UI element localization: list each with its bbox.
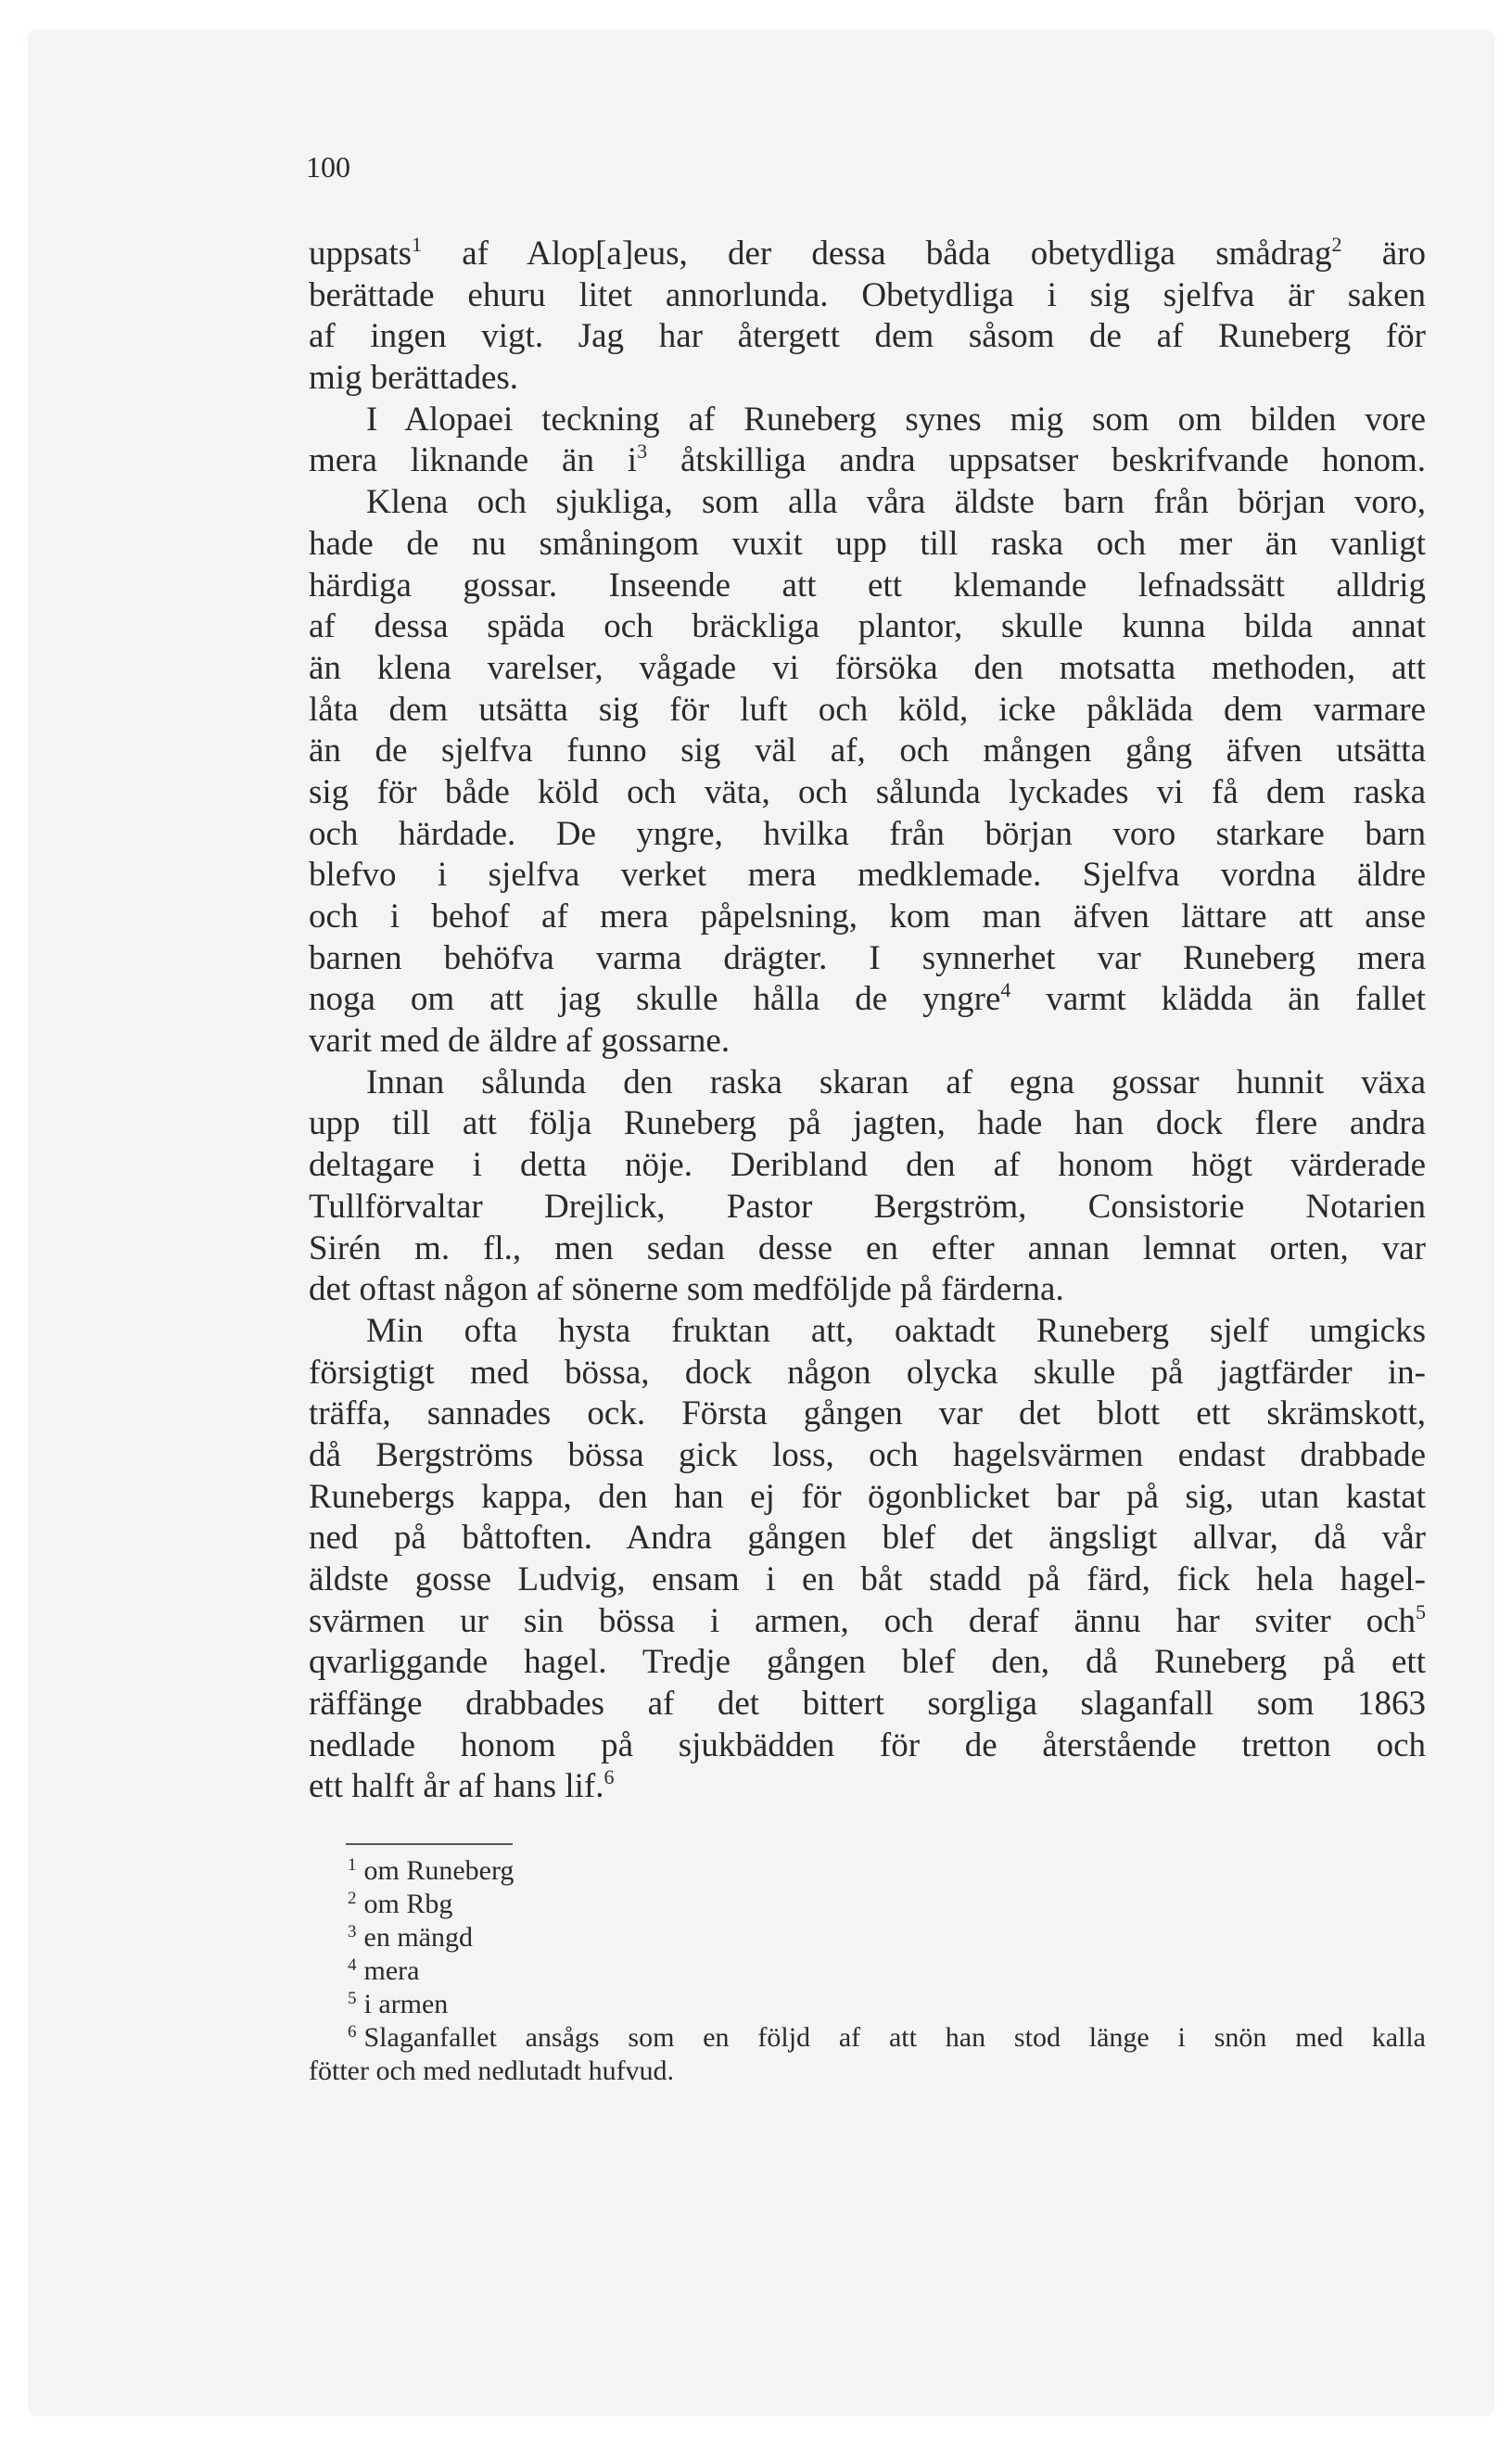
text-line: barnen behöfva varma drägter. I synnerhet var Runeberg mera <box>309 938 1426 977</box>
footnote-reference[interactable]: 6 <box>604 1765 615 1789</box>
footnote-text: mera <box>363 1955 420 1986</box>
text-line: Runebergs kappa, den han ej för ögonblicket bar på sig, utan kastat <box>309 1477 1426 1516</box>
text-line <box>309 234 1426 275</box>
text-line: I Alopaei teckning af Runeberg synes mig som om bilden vore <box>366 400 1426 439</box>
footnote-reference[interactable]: 5 <box>1416 1599 1426 1623</box>
text-line: Klena och sjukliga, som alla våra äldste barn från början voro, <box>366 483 1426 522</box>
footnote <box>309 1954 1426 1988</box>
text-line: deltagare i detta nöje. Deribland den af honom högt värderade <box>309 1146 1426 1185</box>
footnote-text: om Runeberg <box>363 1855 515 1886</box>
text-line <box>309 440 1426 482</box>
footnote <box>309 1854 1426 1888</box>
text-line: varit med de äldre af gossarne. <box>309 1022 731 1061</box>
footnote <box>309 2055 1426 2088</box>
text-line: mig berättades. <box>309 359 519 398</box>
text-line: och härdade. De yngre, hvilka från början voro starkare barn <box>309 814 1426 853</box>
footnote-reference[interactable]: 1 <box>412 233 422 256</box>
footnote-marker: 6 <box>348 2022 357 2042</box>
text-line: då Bergströms bössa gick loss, och hagelsvärmen endast drabbade <box>309 1435 1426 1474</box>
text-segment: noga om att jag skulle hålla de yngre <box>309 980 1001 1019</box>
text-line: sig för både köld och väta, och sålunda lyckades vi få dem raska <box>309 772 1426 811</box>
text-line: Sirén m. fl., men sedan desse en efter annan lemnat orten, var <box>309 1228 1426 1267</box>
text-segment: åtskilliga andra uppsatser beskrifvande honom. <box>647 441 1426 480</box>
footnote-divider <box>346 1843 513 1845</box>
footnote-marker: 5 <box>348 1989 357 2008</box>
text-line <box>309 1766 1426 1808</box>
text-segment: mera liknande än i <box>309 441 638 480</box>
scanned-page <box>28 30 1494 2416</box>
footnote-text: en mängd <box>363 1922 473 1953</box>
footnote <box>309 1988 1426 2021</box>
footnote-marker: 3 <box>348 1922 357 1941</box>
text-segment: af Alop[a]eus, der dessa båda obetydliga smådrag <box>422 235 1332 273</box>
text-line <box>309 1601 1426 1643</box>
footnote-reference[interactable]: 2 <box>1331 233 1342 256</box>
footnote-marker: 4 <box>348 1955 357 1975</box>
text-line: hade de nu småningom vuxit upp till raska och mer än vanligt <box>309 524 1426 563</box>
footnote <box>309 1921 1426 1954</box>
text-line: af ingen vigt. Jag har återgett dem såsom de af Runeberg för <box>309 317 1426 356</box>
footnote-text: i armen <box>363 1989 449 2019</box>
footnotes <box>309 1854 1426 2088</box>
footnote <box>309 2021 1426 2055</box>
text-line: ned på båttoften. Andra gången blef det ängsligt allvar, då vår <box>309 1519 1426 1558</box>
text-segment: äro <box>1341 235 1426 273</box>
text-line: härdiga gossar. Inseende att ett klemande lefnadssätt alldrig <box>309 566 1426 605</box>
text-line <box>309 979 1426 1021</box>
text-line: Min ofta hysta fruktan att, oaktadt Runeberg sjelf umgicks <box>366 1311 1426 1350</box>
footnote-marker: 1 <box>348 1855 357 1875</box>
text-line: berättade ehuru litet annorlunda. Obetydliga i sig sjelfva är saken <box>309 275 1426 314</box>
text-segment: svärmen ur sin bössa i armen, och deraf ännu har sviter och <box>309 1601 1416 1640</box>
text-line: qvarliggande hagel. Tredje gången blef den, då Runeberg på ett <box>309 1643 1426 1682</box>
text-line: af dessa späda och bräckliga plantor, skulle kunna bilda annat <box>309 607 1426 646</box>
text-line: det oftast någon af sönerne som medföljde på färderna. <box>309 1270 1064 1309</box>
text-line: upp till att följa Runeberg på jagten, hade han dock flere andra <box>309 1104 1426 1143</box>
footnote-marker: 2 <box>348 1889 357 1908</box>
text-line: låta dem utsätta sig för luft och köld, icke påkläda dem varmare <box>309 690 1426 729</box>
text-line: träffa, sannades ock. Första gången var det blott ett skrämskott, <box>309 1394 1426 1433</box>
footnote <box>309 1888 1426 1921</box>
text-segment: uppsats <box>309 235 412 273</box>
text-line: Innan sålunda den raska skaran af egna gossar hunnit växa <box>366 1063 1426 1101</box>
footnote-text: Slaganfallet ansågs som en följd af att han stod länge i snön med kalla <box>363 2022 1426 2053</box>
text-segment: varmt klädda än fallet <box>1010 980 1426 1019</box>
body-text <box>309 234 1426 1808</box>
footnote-text: om Rbg <box>363 1889 453 1919</box>
footnote-reference[interactable]: 3 <box>637 439 648 464</box>
text-line: än de sjelfva funno sig väl af, och mången gång äfven utsätta <box>309 732 1426 770</box>
text-line: nedlade honom på sjukbädden för de återstående tretton och <box>309 1725 1426 1764</box>
text-line: än klena varelser, vågade vi försöka den motsatta methoden, att <box>309 648 1426 687</box>
footnote-text: fötter och med nedlutadt hufvud. <box>309 2056 675 2086</box>
text-line: och i behof af mera påpelsning, kom man äfven lättare att anse <box>309 897 1426 936</box>
footnote-reference[interactable]: 4 <box>1000 978 1011 1002</box>
text-line: äldste gosse Ludvig, ensam i en båt stadd på färd, fick hela hagel- <box>309 1560 1426 1598</box>
text-line: Tullförvaltar Drejlick, Pastor Bergström, Consistorie Notarien <box>309 1187 1426 1226</box>
text-line: räffänge drabbades af det bittert sorgliga slaganfall som 1863 <box>309 1685 1426 1724</box>
text-line: blefvo i sjelfva verket mera medklemade. Sjelfva vordna äldre <box>309 856 1426 895</box>
text-line: försigtigt med bössa, dock någon olycka skulle på jagtfärder in- <box>309 1353 1426 1392</box>
page-number: 100 <box>306 150 350 184</box>
text-segment: ett halft år af hans lif. <box>309 1767 604 1806</box>
